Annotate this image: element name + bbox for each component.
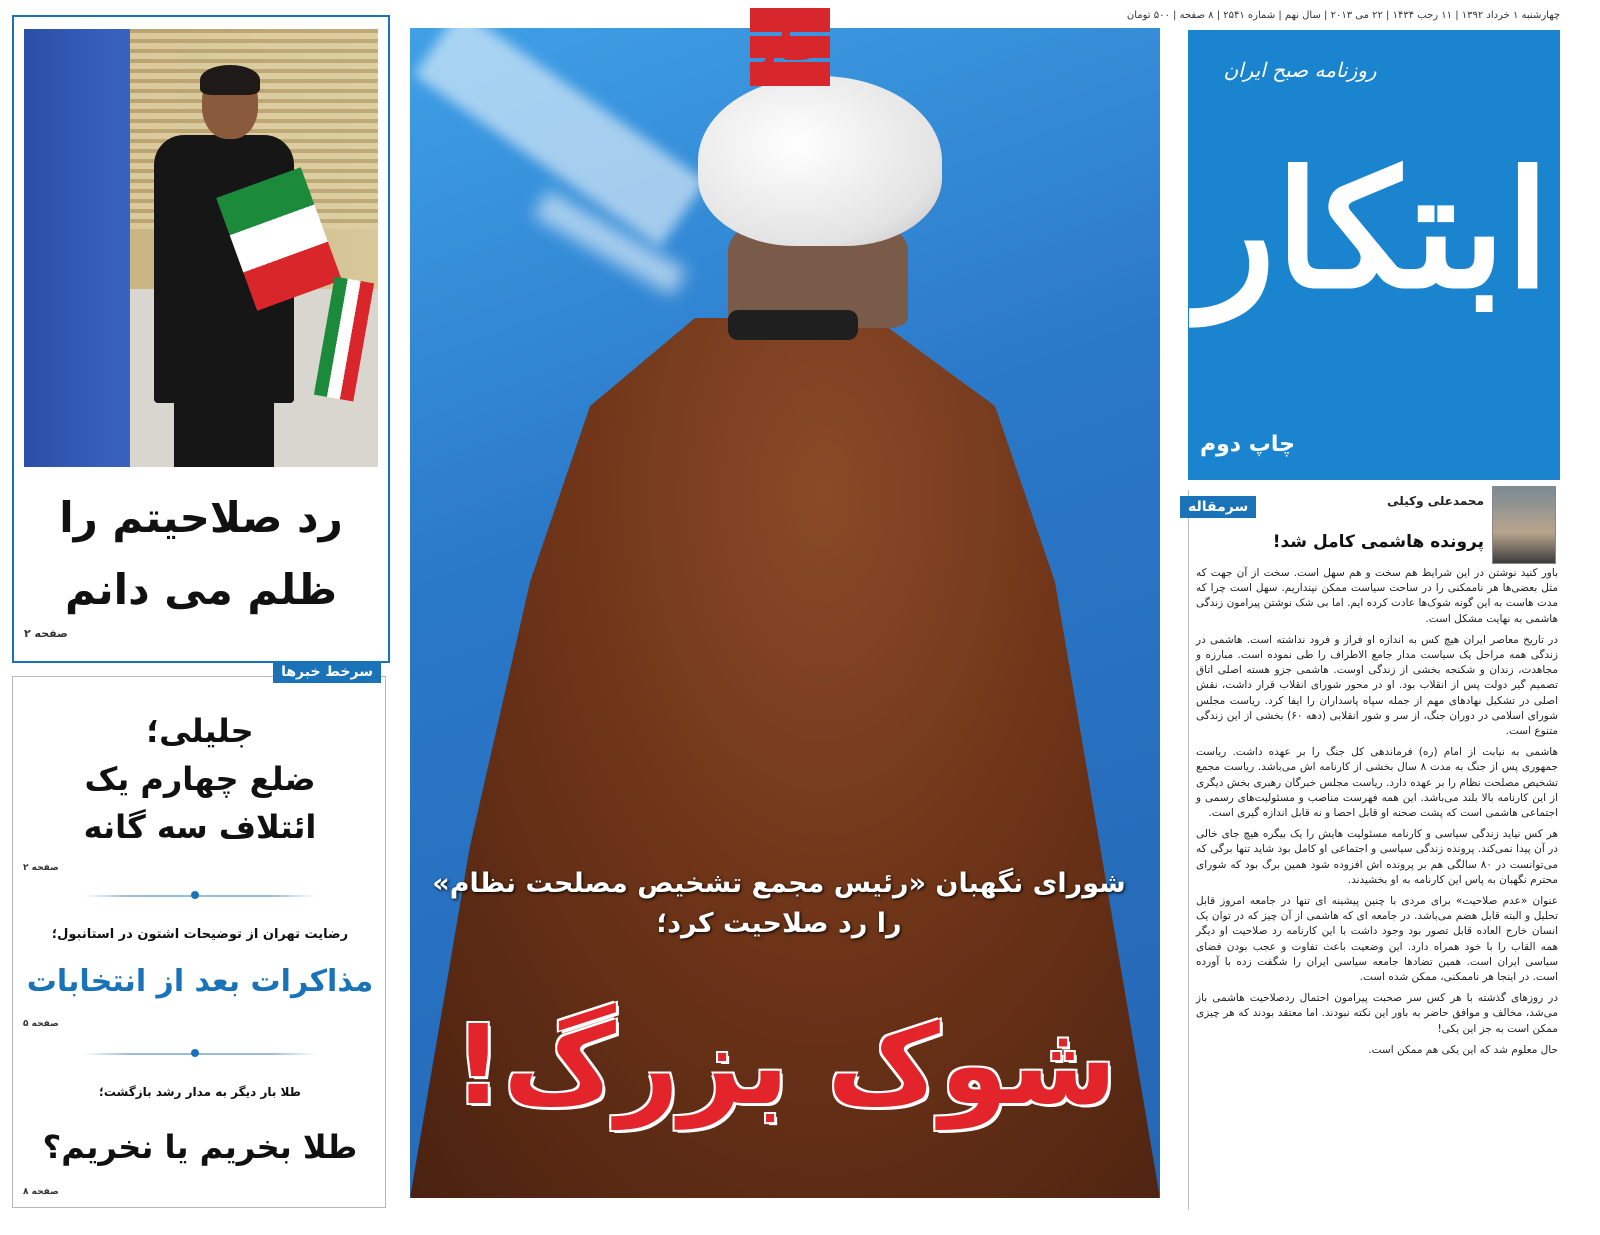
sub-headline-line1: شورای نگهبان «رئیس مجمع تشخیص مصلحت نظام»: [432, 868, 1126, 899]
news-item2-headline: مذاکرات بعد از انتخابات: [26, 964, 374, 999]
main-headline: شوک بزرگ!: [453, 1001, 1117, 1129]
editorial-paragraph: حال معلوم شد که این یکی هم ممکن است.: [1368, 1043, 1558, 1056]
left-headline-line2: ظلم می دانم: [64, 565, 338, 614]
left-headline-line1: رد صلاحیتم را: [59, 493, 343, 542]
editorial-paragraph: هاشمی به نیابت از امام (ره) فرماندهی کل جنگ را بر عهده داشت. ریاست جمهوری پس از جنگ به مدت ۸ سال بخشی از کارنامه اش می‌باشد. ریاست مجمع تشخیص مصلحت نظام را بر عهده دارد. ریاست مجلس خبرگان رهبری بخش دیگری از این کارنامه بالا بلند می‌باشد. این همه فهرست مناصب و مسئولیت‌های رسمی و اجتماعی هاشمی است که پشت صحنه او قابل احصا و نه قابل اندازه گیری است.: [1196, 746, 1558, 820]
sub-headline-line2: را رد صلاحیت کرد؛: [656, 908, 902, 939]
editorial-paragraph: در تاریخ معاصر ایران هیچ کس به اندازه او فراز و فرود نداشته است. هاشمی در زندگی همه مراحل یک سیاست مدار جامع الاطراف را طی نموده است. مبارزه و مجاهدت، زندان و شکنجه بخشی از زندگی اوست. هاشمی جزو هسته اصلی اتاق تصمیم گیر دولت پس از انقلاب بود. او در محور شورای انقلاب قرار داشت، نقش اصلی در تشکیل نهادهای مهم از جمله سپاه پاسداران را ایفا کرد. ریاست مجلس شورای اسلامی در دوران جنگ، از سر و شور انقلابی (دهه ۶۰) بخشی از این زندگی متنوع است.: [1196, 633, 1559, 738]
newspaper-name: ابتکار: [1198, 136, 1550, 324]
editorial-paragraph: در روزهای گذشته با هر کس سر صحبت پیرامون احتمال ردصلاحیت هاشمی باز می‌شد، مخالف و موافق حاضر به باور این نکته نبودند. اما معتقد بودند که هر چیزی ممکن است به جز این یکی!: [1196, 992, 1558, 1035]
candidate-photo: [24, 29, 378, 467]
news-item3-kicker: طلا بار دیگر به مدار رشد بازگشت؛: [99, 1085, 301, 1099]
newspaper-subtitle: روزنامه صبح ایران: [1223, 58, 1377, 82]
news-item1-line3: ائتلاف سه گانه: [83, 808, 317, 846]
issue-date-line: چهارشنبه ۱ خرداد ۱۳۹۲ | ۱۱ رجب ۱۴۳۴ | ۲۲ می ۲۰۱۳ | سال نهم | شماره ۲۵۴۱ | ۸ صفحه | ۵۰۰ تومان: [1126, 10, 1560, 21]
editorial-body: [1196, 566, 1558, 1216]
page-reference: صفحه ۲: [23, 863, 59, 873]
bullet-icon: [191, 1049, 199, 1057]
bullet-icon: [191, 891, 199, 899]
jaar-logo-text: جار: [751, 17, 829, 71]
jaar-section-logo: [700, 4, 880, 94]
page-reference: صفحه ۸: [23, 1187, 59, 1197]
editorial-paragraph: باور کنید نوشتن در این شرایط هم سخت و هم سهل است. سخت از آن جهت که مثل بعضی‌ها هر ناممکنی را در ساحت سیاست ممکن نپنداریم. سهل است چرا که مدت هاست به این گونه شوک‌ها عادت کرده ایم. اما بی شک نوشتن پیرامون زندگی هاشمی به نهایت مشکل است.: [1196, 567, 1558, 625]
lead-photo-story-box: [12, 15, 390, 663]
page-reference: صفحه ۵: [23, 1019, 59, 1029]
author-avatar: [1492, 486, 1556, 564]
divider: [83, 895, 317, 897]
edition-label: چاپ دوم: [1200, 432, 1295, 457]
headlines-box: [12, 664, 386, 1208]
editorial-title: پرونده هاشمی کامل شد!: [1272, 532, 1484, 552]
news-item1-line2: ضلع چهارم یک: [84, 760, 316, 798]
divider: [83, 1053, 317, 1055]
news-item1-line1: جلیلی؛: [146, 712, 254, 750]
column-rule: [1188, 490, 1189, 1210]
news-item3-headline: طلا بخریم یا نخریم؟: [42, 1128, 358, 1166]
page-reference: صفحه ۲: [24, 627, 68, 640]
editorial-author: محمدعلی وکیلی: [1387, 494, 1484, 508]
headlines-tag: سرخط خبرها: [273, 661, 381, 683]
editorial-tag: سرمقاله: [1180, 496, 1256, 518]
editorial-paragraph: عنوان «عدم صلاحیت» برای مردی با چنین پیشینه ای تنها در جامعه امروز قابل تحلیل و البته قابل هضم می‌باشد. در جامعه ای که هاشمی از آن چیز که در توان یک انسان خارج العاده قابل تصور بود وجود داشت با این کارنامه رد صلاحیت او دیگر همه القاب را با خود همراه دارد. این وضعیت باعث تفاوت و عجب بودن فضای سیاسی ایران است. همین تضادها جامعه سیاسی ایران را شگفت زده با آورده است. در اینجا هر ناممکنی، ممکن شده است.: [1196, 895, 1558, 984]
news-item2-kicker: رضایت تهران از توضیحات اشتون در استانبول؛: [51, 927, 349, 942]
editorial-paragraph: هر کس نیاید زندگی سیاسی و کارنامه مسئولیت هایش را یک بیگره هیچ جای خالی در آن پیدا نمی‌کند. پرونده زندگی سیاسی و اجتماعی او کامل بود شاید تنها برگی که می‌توانست در ۸۰ سالگی هم بر پرونده اش افزوده شود همین برگ بود که شورای محترم نگهبان به پاس این کارنامه به او بخشیدند.: [1196, 828, 1558, 886]
